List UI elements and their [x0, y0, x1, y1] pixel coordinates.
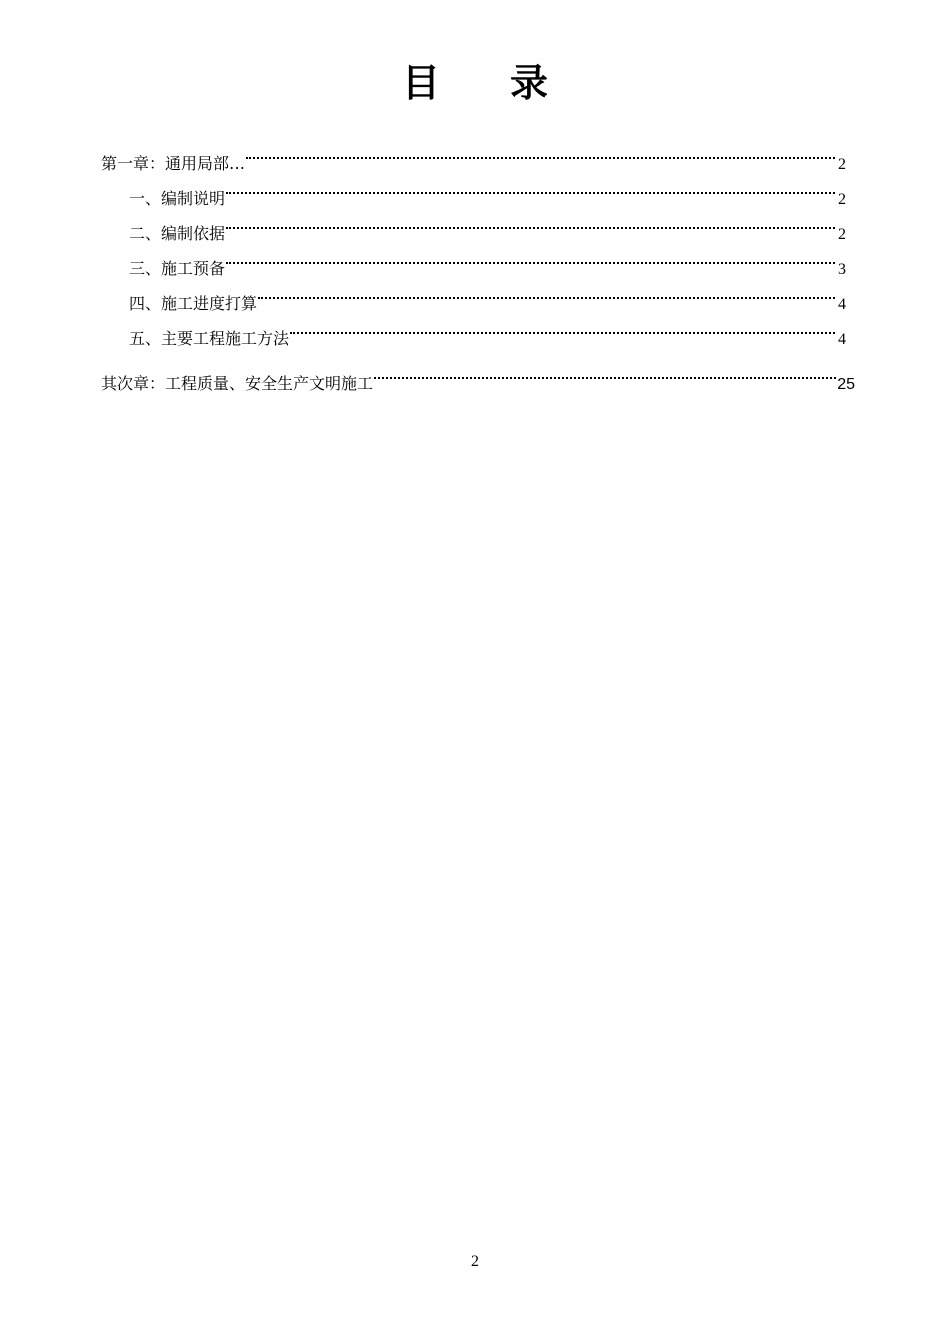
title-char-1: 目: [401, 61, 440, 105]
toc-entry-page: 2: [838, 191, 846, 208]
page-number-footer: 2: [471, 1253, 479, 1270]
toc-entry-label: 二、编制依据: [129, 224, 226, 243]
toc-entry-page: 4: [838, 296, 846, 313]
toc-leader-dots: [374, 354, 836, 389]
toc-entry-page: 2: [838, 156, 846, 173]
toc-leader-dots: [290, 309, 835, 344]
toc-entry-page: 4: [838, 331, 846, 348]
toc-entry-page: 25: [837, 376, 855, 393]
toc-leader-dots: [246, 134, 835, 169]
title-char-2: 录: [510, 61, 549, 105]
toc-entry-label: 五、主要工程施工方法: [129, 329, 290, 348]
toc-leader-dots: [258, 274, 835, 309]
toc-entry-label: 一、编制说明: [129, 189, 226, 208]
toc-entry-chapter-1[interactable]: [101, 134, 855, 173]
toc-leader-dots: [226, 239, 835, 274]
toc-entry-label: 其次章：工程质量、安全生产文明施工: [101, 374, 374, 393]
toc-title: [0, 58, 950, 108]
toc-entry-chapter-2[interactable]: [101, 354, 855, 393]
toc-leader-dots: [226, 169, 835, 204]
toc-entry-label: 四、施工进度打算: [129, 294, 258, 313]
toc-leader-dots: [226, 204, 835, 239]
toc-entry-label: 三、施工预备: [129, 259, 226, 278]
table-of-contents: [101, 134, 855, 393]
toc-entry-page: 2: [838, 226, 846, 243]
toc-entry-page: 3: [838, 261, 846, 278]
toc-entry-label: 第一章：通用局部…: [101, 154, 246, 173]
